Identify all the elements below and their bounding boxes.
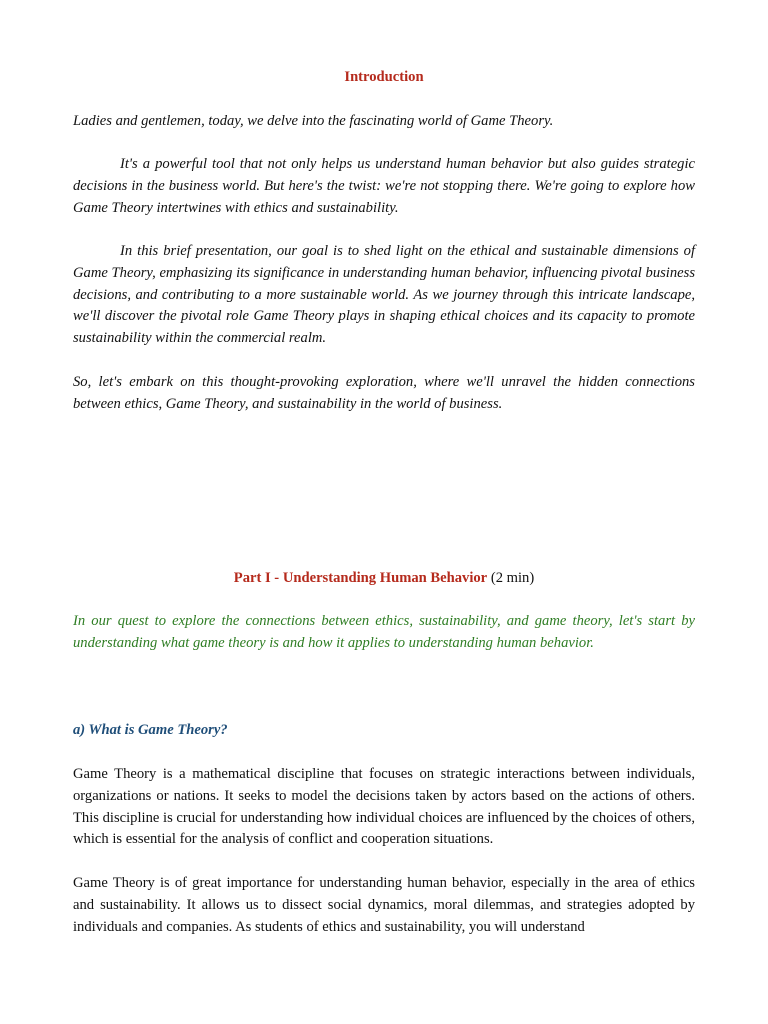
intro-paragraph-2: It's a powerful tool that not only helps us understand human behavior but also guides strategic decisions in the business world. But here's the twist: we're not stopping there. We're going to explore how Game Theory intertwines with ethics and sustainability.	[73, 156, 695, 216]
intro-paragraph-4: So, let's embark on this thought-provoking exploration, where we'll unravel the hidden connections between ethics, Game Theory, and sustainability in the world of business.	[73, 374, 695, 412]
what-is-game-theory-heading: a) What is Game Theory?	[73, 722, 228, 738]
game-theory-paragraph-1: Game Theory is a mathematical discipline that focuses on strategic interactions between individuals, organizations or nations. It seeks to model the decisions taken by actors based on the actions of others. This discipline is crucial for understanding how individual choices are influenced by the choices of others, which is essential for the analysis of conflict and cooperation situations.	[73, 766, 695, 848]
game-theory-paragraph-2: Game Theory is of great importance for understanding human behavior, especially in the area of ethics and sustainability. It allows us to dissect social dynamics, moral dilemmas, and strategies adopted by individuals and companies. As students of ethics and sustainability, you will understand	[73, 875, 695, 935]
part-one-title: Part I - Understanding Human Behavior	[233, 570, 488, 586]
introduction-title: Introduction	[344, 69, 424, 85]
intro-paragraph-3: In this brief presentation, our goal is to shed light on the ethical and sustainable dimensions of Game Theory, emphasizing its significance in understanding human behavior, influencing pivotal business decisions, and contributing to a more sustainable world. As we journey through this intricate landscape, we'll discover the pivotal role Game Theory plays in shaping ethical choices and its capacity to promote sustainability within the commercial realm.	[73, 243, 695, 347]
part-one-lead: In our quest to explore the connections between ethics, sustainability, and game theory, let's start by understanding what game theory is and how it applies to understanding human behavior.	[73, 613, 695, 651]
intro-paragraph-1: Ladies and gentlemen, today, we delve into the fascinating world of Game Theory.	[73, 113, 554, 129]
part-one-heading	[0, 568, 768, 590]
part-one-duration: (2 min)	[490, 570, 535, 586]
